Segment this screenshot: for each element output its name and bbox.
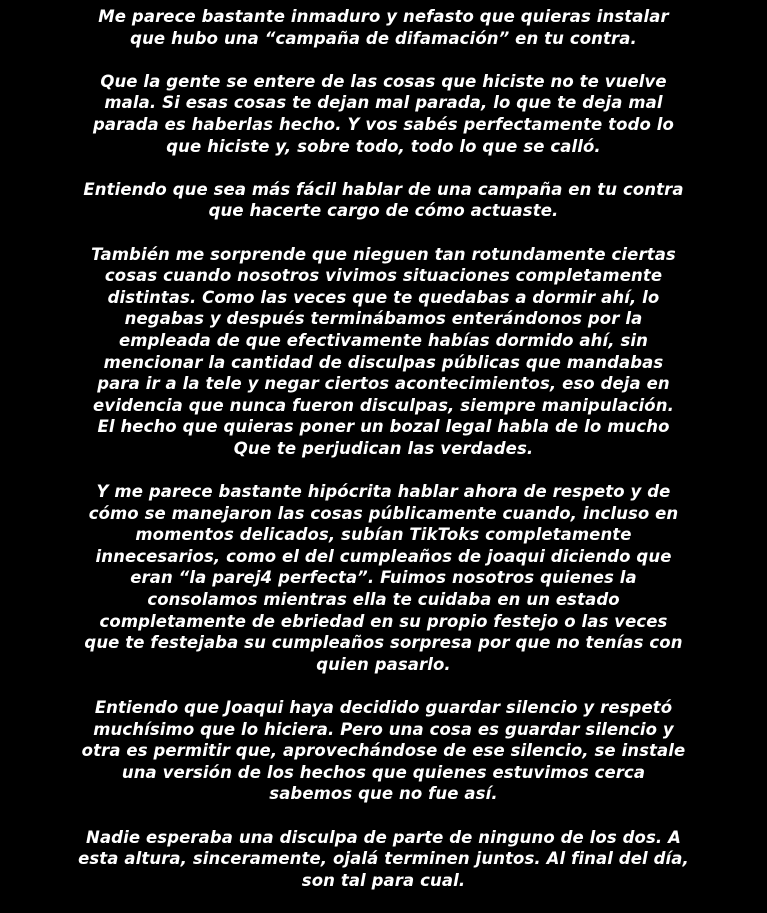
text-line: cosas cuando nosotros vivimos situaciones completamente — [104, 266, 663, 286]
paragraph-5 — [30, 481, 737, 675]
paragraph-7 — [30, 827, 737, 892]
text-line: consolamos mientras ella te cuidaba en un estado — [147, 590, 620, 610]
text-line: otra es permitir que, aprovechándose de ese silencio, se instale — [81, 741, 686, 761]
text-line: Entiendo que Joaqui haya decidido guardar silencio y respetó — [94, 698, 673, 717]
text-line: distintas. Como las veces que te quedabas a dormir ahí, lo — [107, 287, 660, 307]
text-line: innecesarios, como el del cumpleaños de joaqui diciendo que — [95, 546, 672, 566]
text-line: Y me parece bastante hipócrita hablar ahora de respeto y de — [96, 482, 671, 502]
paragraph-4 — [30, 244, 737, 460]
story-text-block — [0, 6, 767, 913]
text-line: sabemos que no fue así. — [269, 784, 498, 804]
text-line: Entiendo que sea más fácil hablar de una campaña en tu contra — [83, 179, 684, 199]
paragraph-1 — [30, 6, 737, 49]
text-line: una versión de los hechos que quienes estuvimos cerca — [121, 762, 646, 782]
paragraph-2 — [30, 71, 737, 157]
text-line: que hubo una “campaña de difamación” en tu contra. — [130, 28, 637, 48]
paragraph-3 — [30, 179, 737, 222]
text-line: empleada de que efectivamente habías dormido ahí, sin — [119, 330, 648, 350]
text-line: mala. Si esas cosas te dejan mal parada, lo que te deja mal — [104, 93, 663, 113]
text-line: El hecho que quieras poner un bozal legal habla de lo mucho — [97, 417, 670, 437]
text-line: son tal para cual. — [301, 870, 466, 890]
text-line: muchísimo que lo hiciera. Pero una cosa es guardar silencio y — [93, 719, 674, 739]
text-line: Nadie esperaba una disculpa de parte de ninguno de los dos. A — [86, 827, 681, 847]
text-line: evidencia que nunca fueron disculpas, siempre manipulación. — [93, 395, 674, 415]
text-line: Que la gente se entere de las cosas que hiciste no te vuelve — [100, 71, 667, 91]
text-line: esta altura, sinceramente, ojalá terminen juntos. Al final del día, — [78, 849, 689, 869]
text-line: Me parece bastante inmaduro y nefasto que quieras instalar — [98, 7, 669, 26]
text-line: cómo se manejaron las cosas públicamente cuando, incluso en — [88, 503, 679, 523]
text-line: que te festejaba su cumpleaños sorpresa por que no tenías con — [84, 633, 683, 653]
text-line: que hiciste y, sobre todo, todo lo que se calló. — [166, 136, 601, 156]
text-line: Que te perjudican las verdades. — [233, 438, 534, 458]
text-line: negabas y después terminábamos enterándonos por la — [124, 309, 643, 329]
text-line: También me sorprende que nieguen tan rotundamente ciertas — [91, 244, 676, 264]
text-line: mencionar la cantidad de disculpas públicas que mandabas — [103, 352, 664, 372]
text-line: eran “la parej4 perfecta”. Fuimos nosotros quienes la — [130, 568, 637, 588]
text-line: que hacerte cargo de cómo actuaste. — [208, 201, 559, 221]
text-line: momentos delicados, subían TikToks completamente — [135, 525, 632, 545]
text-line: quien pasarlo. — [316, 654, 451, 674]
paragraph-6 — [30, 697, 737, 805]
text-line: parada es haberlas hecho. Y vos sabés perfectamente todo lo — [93, 114, 674, 134]
text-line: para ir a la tele y negar ciertos acontecimientos, eso deja en — [97, 374, 670, 394]
text-line: completamente de ebriedad en su propio festejo o las veces — [99, 611, 668, 631]
